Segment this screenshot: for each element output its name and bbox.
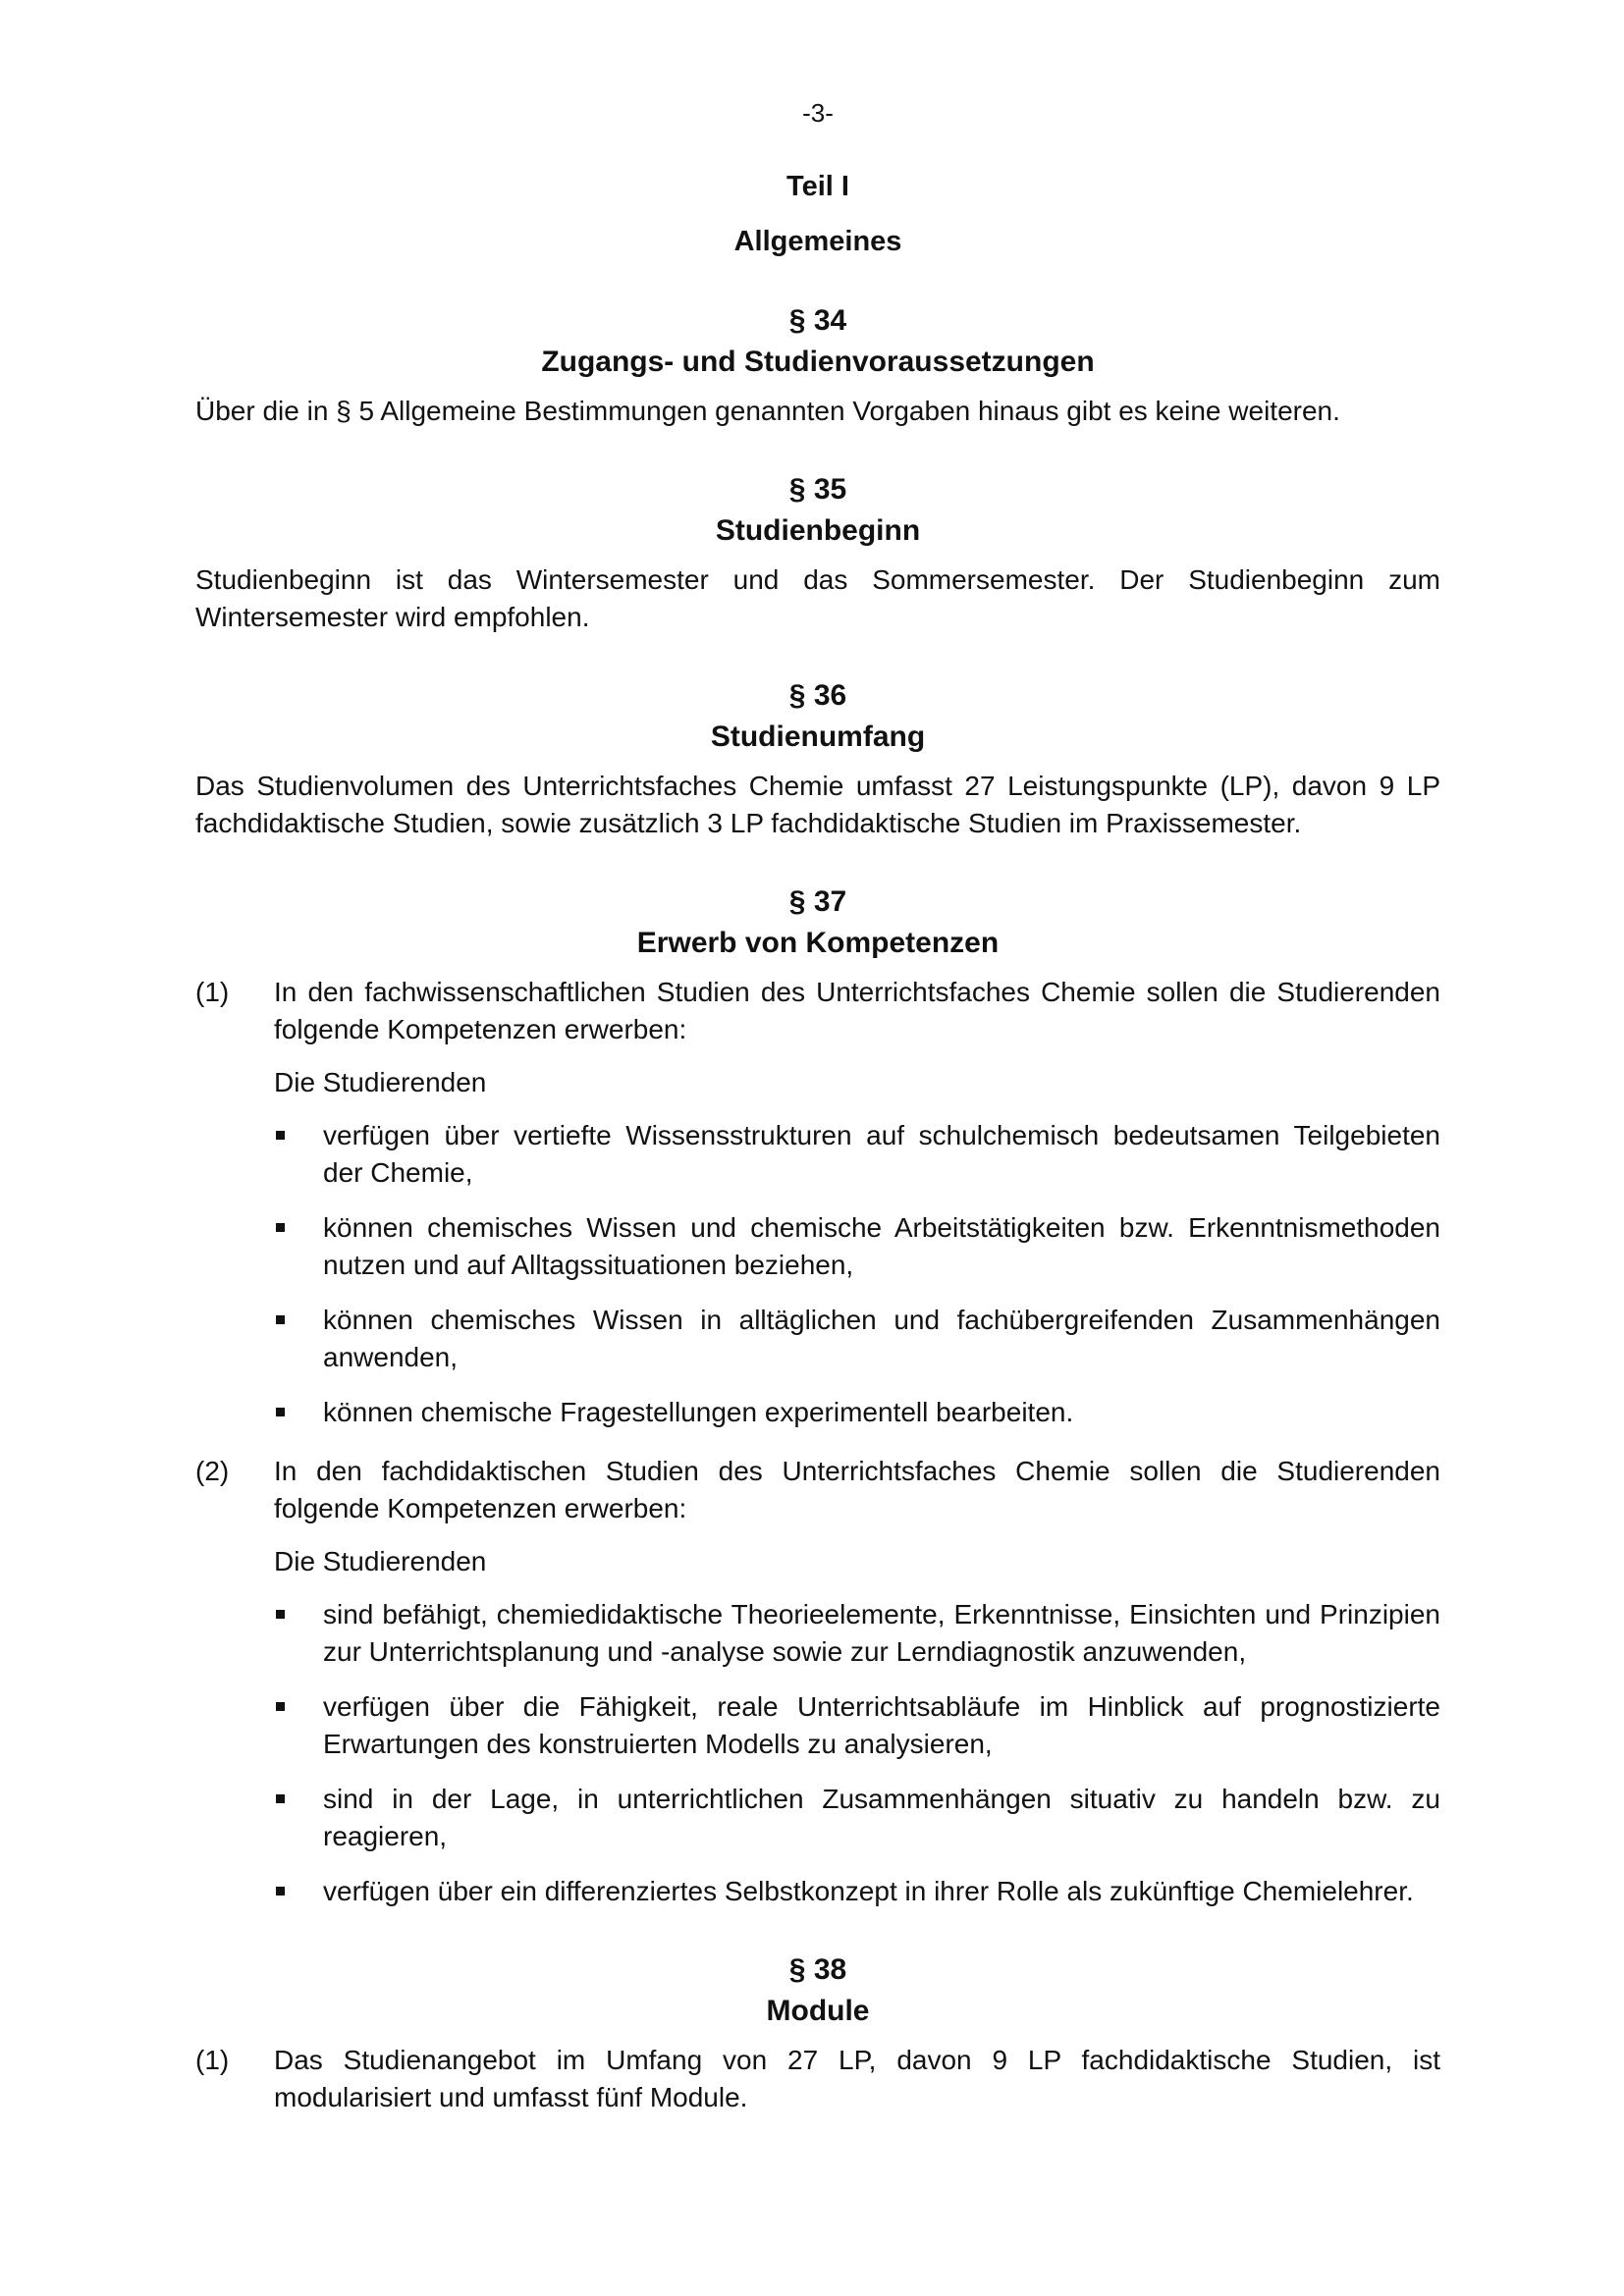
numbered-paragraph: [195, 2042, 1440, 2116]
section-number: § 36: [788, 679, 847, 712]
section-number: § 38: [788, 1953, 847, 1986]
section-number: § 37: [788, 885, 847, 918]
paragraph-text: In den fachwissenschaftlichen Studien des Unterrichtsfaches Chemie sollen die Studierenden folgende Kompetenzen erwerben:: [274, 977, 1440, 1044]
square-bullet-icon: [274, 1688, 323, 1763]
bullet-list: [274, 1117, 1440, 1431]
part-title: Teil I: [786, 171, 849, 202]
square-bullet-icon: [274, 1302, 323, 1376]
list-item: sind befähigt, chemiedidaktische Theorieelemente, Erkenntnisse, Einsichten und Prinzipien zur Unterrichtsplanung und -analyse sowie zur Lerndiagnostik anzuwenden,: [274, 1596, 1440, 1671]
paragraph-label: (1): [195, 977, 230, 1007]
paragraph-intro: Die Studierenden: [274, 1546, 487, 1576]
square-bullet-icon: [274, 1117, 323, 1192]
numbered-paragraph: [195, 1453, 1440, 1910]
document-page: [195, 94, 1440, 2116]
paragraph-intro: Die Studierenden: [274, 1067, 487, 1097]
section-body: Das Studienvolumen des Unterrichtsfaches Chemie umfasst 27 Leistungspunkte (LP), davon 9 LP fachdidaktische Studien, sowie zusätzlich 3 LP fachdidaktische Studien im Praxissemester.: [195, 771, 1440, 838]
section-heading-37: [195, 881, 1440, 964]
paragraph-text: Das Studienangebot im Umfang von 27 LP, davon 9 LP fachdidaktische Studien, ist modularisiert und umfasst fünf Module.: [274, 2045, 1440, 2112]
section-title: Module: [766, 1995, 870, 2027]
section-body: Studienbeginn ist das Wintersemester und das Sommersemester. Der Studienbeginn zum Wintersemester wird empfohlen.: [195, 564, 1440, 632]
section-title: Erwerb von Kompetenzen: [636, 927, 1000, 959]
list-item: können chemisches Wissen und chemische Arbeitstätigkeiten bzw. Erkenntnismethoden nutzen und auf Alltagssituationen beziehen,: [274, 1209, 1440, 1284]
numbered-paragraph: [195, 974, 1440, 1431]
square-bullet-icon: [274, 1209, 323, 1284]
paragraph-text: In den fachdidaktischen Studien des Unterrichtsfaches Chemie sollen die Studierenden folgende Kompetenzen erwerben:: [274, 1456, 1440, 1523]
list-item: können chemisches Wissen in alltäglichen und fachübergreifenden Zusammenhängen anwenden,: [274, 1302, 1440, 1376]
section-number: § 34: [788, 304, 847, 337]
paragraph-label: (1): [195, 2045, 230, 2075]
bullet-list: [274, 1596, 1440, 1910]
section-number: § 35: [788, 473, 847, 506]
list-item: sind in der Lage, in unterrichtlichen Zusammenhängen situativ zu handeln bzw. zu reagieren,: [274, 1781, 1440, 1855]
page-number: -3-: [802, 98, 834, 128]
section-heading-34: [195, 300, 1440, 383]
section-heading-36: [195, 675, 1440, 758]
section-title: Studienbeginn: [715, 514, 921, 547]
section-body: Über die in § 5 Allgemeine Bestimmungen genannten Vorgaben hinaus gibt es keine weiteren.: [195, 396, 1340, 426]
section-heading-38: [195, 1949, 1440, 2032]
list-item: verfügen über die Fähigkeit, reale Unterrichtsabläufe im Hinblick auf prognostizierte Erwartungen des konstruierten Modells zu analysieren,: [274, 1688, 1440, 1763]
square-bullet-icon: [274, 1394, 323, 1431]
section-title: Studienumfang: [710, 721, 926, 753]
section-title: Zugangs- und Studienvoraussetzungen: [541, 346, 1095, 378]
list-item: können chemische Fragestellungen experimentell bearbeiten.: [274, 1394, 1440, 1431]
list-item: verfügen über ein differenziertes Selbstkonzept in ihrer Rolle als zukünftige Chemielehrer.: [274, 1873, 1440, 1910]
list-item: verfügen über vertiefte Wissensstrukturen auf schulchemisch bedeutsamen Teilgebieten der Chemie,: [274, 1117, 1440, 1192]
square-bullet-icon: [274, 1596, 323, 1671]
section-heading-35: [195, 469, 1440, 552]
part-subtitle: Allgemeines: [733, 226, 902, 257]
square-bullet-icon: [274, 1781, 323, 1855]
square-bullet-icon: [274, 1873, 323, 1910]
paragraph-label: (2): [195, 1456, 230, 1486]
